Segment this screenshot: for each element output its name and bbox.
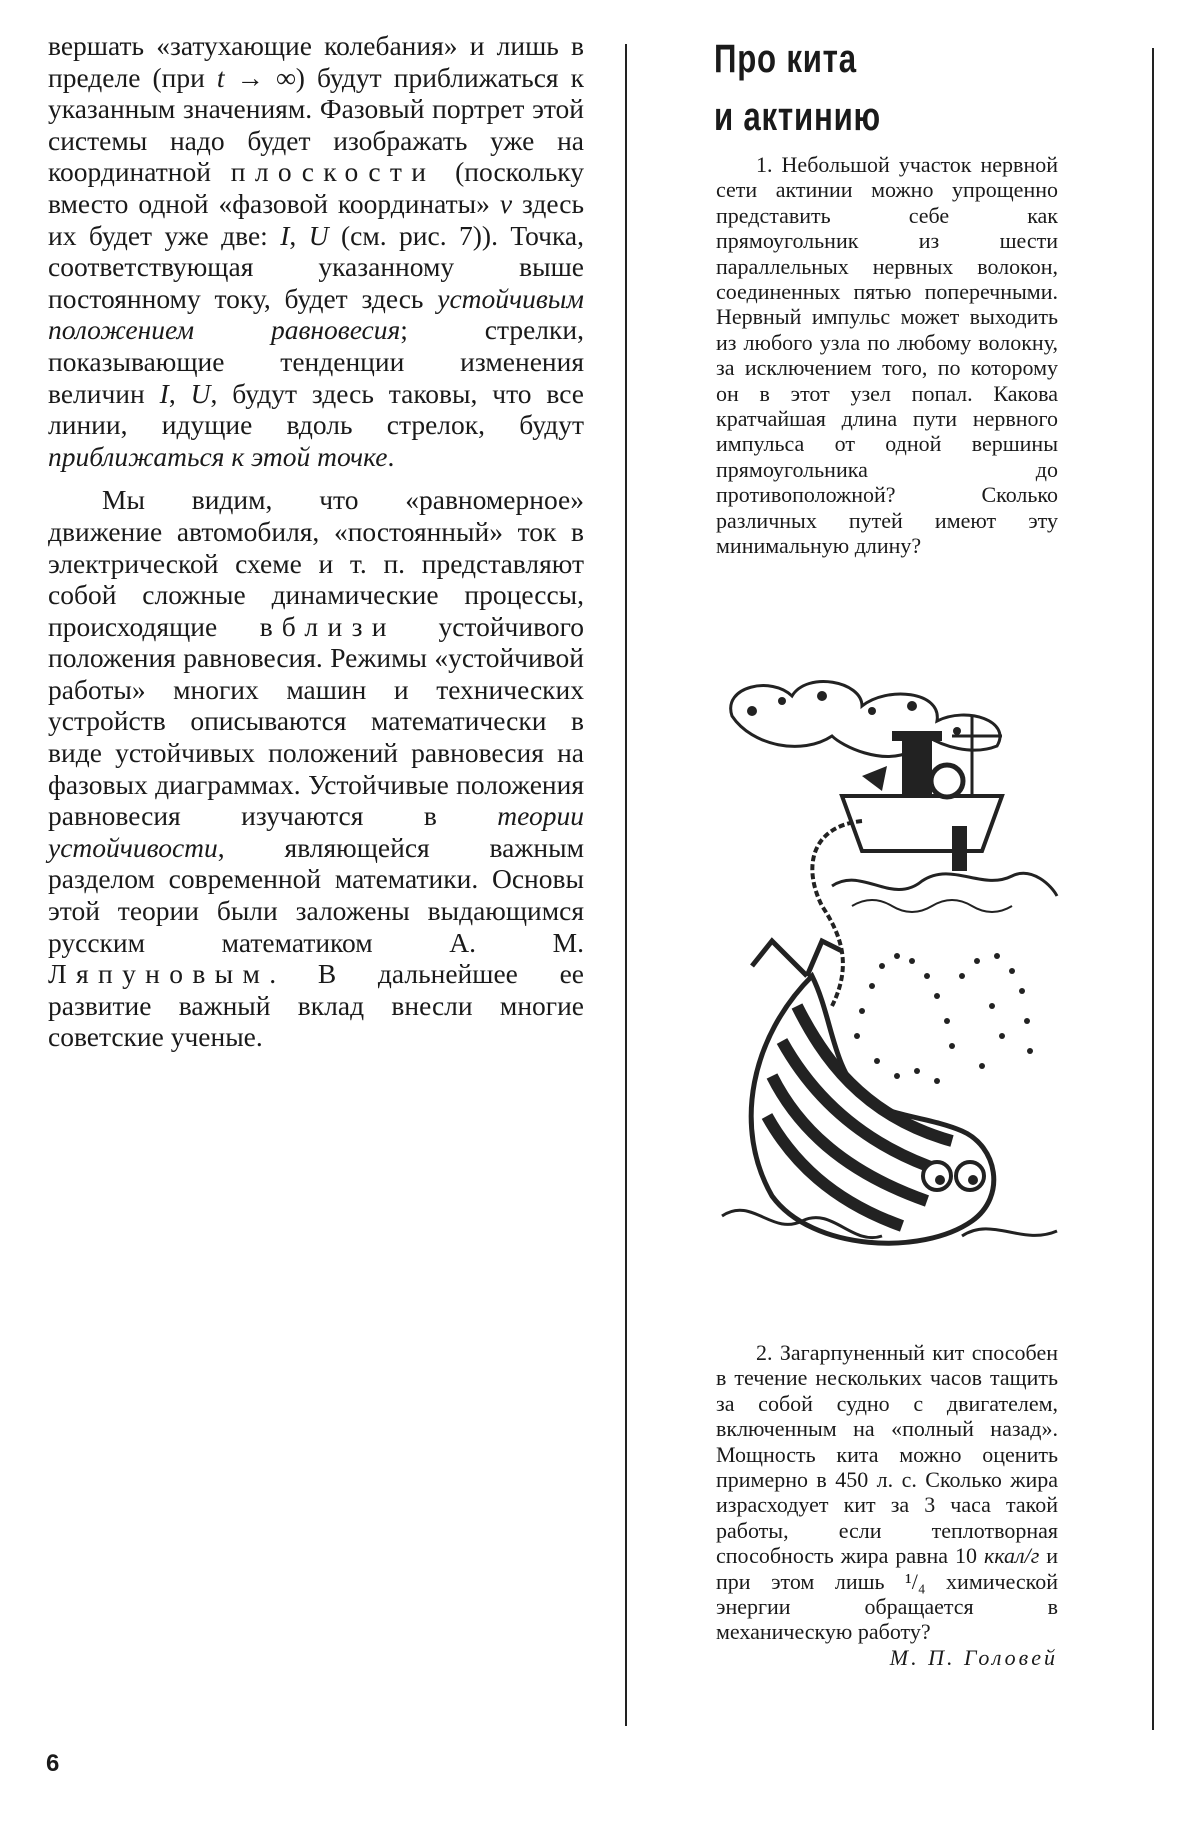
paragraph-1: вершать «затухающие колебания» и лишь в пределе (при t → ∞) будут приближаться к указанным значениям. Фазовый портрет этой системы надо будет изображать уже на координатной плоскости (поскольку вместо одной «фазовой координаты» v здесь их будет уже две: I, U (см. рис. 7)). Точка, соответствующая указанному выше постоянному току, будет здесь устойчивым положением равновесия; стрелки, показывающие тенденции изменения величин I, U, будут здесь таковы, что все линии, идущие вдоль стрелок, будут приближаться к этой точке. [48, 30, 585, 472]
whale-ship-drawing [712, 676, 1062, 1258]
heading-line-1: Про кита [714, 37, 857, 81]
paragraph-2: Мы видим, что «равномерное» движение автомобиля, «постоянный» ток в электрической схеме и т. п. представляют собой сложные динамические процессы, происходящие вблизи устойчивого положения равновесия. Режимы «устойчивой работы» многих машин и технических устройств описываются математически в виде устойчивых положений равновесия на фазовых диаграммах. Устойчивые положения равновесия изучаются в теории устойчивости, являющейся важным разделом современной математики. Основы этой теории были заложены выдающимся русским математиком А. М. Ляпуновым. В дальнейшее ее развитие важный вклад внесли многие советские ученые. [48, 484, 584, 1053]
page-number: 6 [46, 1750, 60, 1777]
column-divider [625, 44, 627, 1726]
problem-2-text: 2. Загарпуненный кит способен в течение нескольких часов тащить за собой судно с двигателем, включенным на «полный назад». Мощность кита можно оценить примерно в 450 л. с. Сколько жира израсходует кит за 3 часа такой работы, если теплотворная способность жира равна 10 ккал/г и при этом лишь ¹/₄ химической энергии обращается в механическую работу? [716, 1340, 1058, 1645]
problem-2 [716, 1340, 1058, 1671]
left-column-text [48, 30, 584, 1053]
whale-ship-illustration [712, 676, 1062, 1258]
right-border-rule [1152, 48, 1154, 1730]
author-signature: М. П. Головей [889, 1644, 1058, 1670]
article-heading [714, 30, 1010, 146]
heading-line-2: и актинию [714, 95, 881, 139]
problem-1-text: 1. Небольшой участок нервной сети актинии можно упрощенно представить себе как прямоугольник из шести параллельных нервных волокон, соединенных пятью поперечными. Нервный импульс может выходить из любого узла по любому волокну, за исключением того, по которому он в этот узел попал. Какова кратчайшая длина пути нервного импульса от одной вершины прямоугольника до противоположной? Сколько различных путей имеют эту минимальную длину? [716, 152, 1058, 559]
problem-1 [716, 152, 1058, 559]
